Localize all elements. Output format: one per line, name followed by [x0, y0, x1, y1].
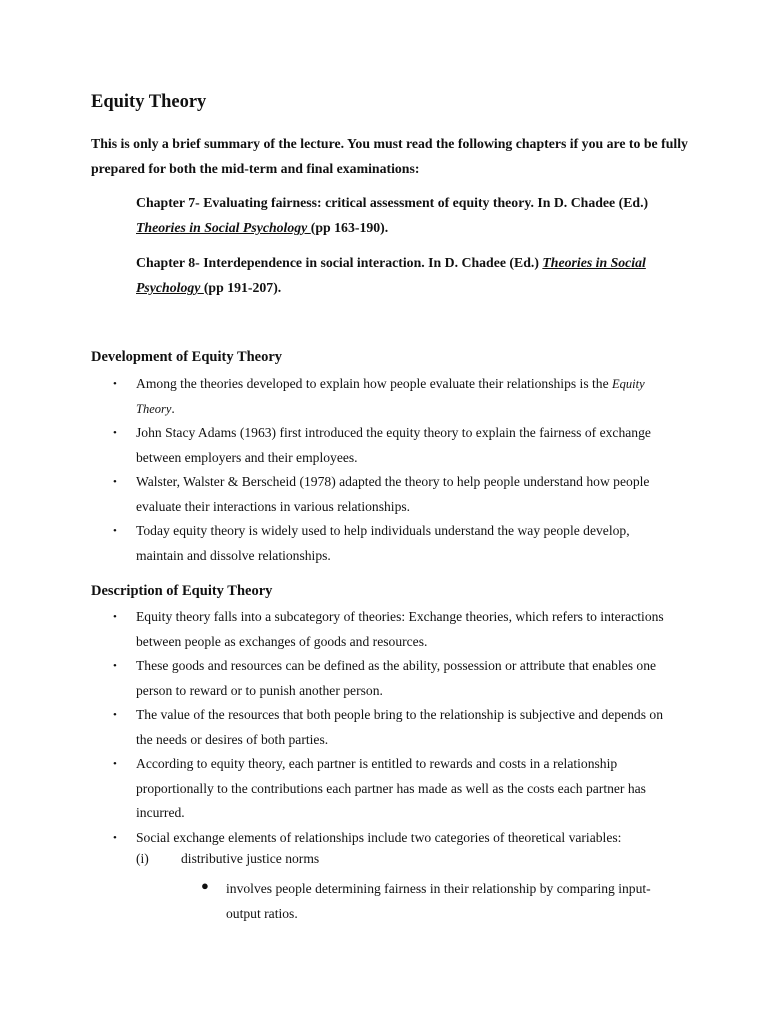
list-item	[0, 372, 666, 421]
development-list	[0, 372, 768, 568]
list-item	[0, 752, 666, 826]
bullet-icon: •	[113, 611, 117, 623]
bullet-icon: •	[113, 758, 117, 770]
list-item	[0, 519, 666, 568]
reference-chapter-7	[136, 190, 696, 240]
list-item-emphasis: Equity Theory	[136, 377, 645, 416]
bullet-icon: •	[113, 476, 117, 488]
description-list	[0, 605, 768, 850]
reference-pages: (pp 191-207).	[203, 280, 282, 295]
list-item-text: Social exchange elements of relationships include two categories of theoretical variables:	[136, 829, 622, 845]
reference-text: Chapter 8- Interdependence in social interaction. In D. Chadee (Ed.)	[136, 255, 543, 270]
sublist-label: distributive justice norms	[181, 851, 320, 866]
sublist-item-text: involves people determining fairness in their relationship by comparing input-output ratios.	[226, 881, 651, 921]
list-item-text: Walster, Walster & Berscheid (1978) adapted the theory to help people understand how people evaluate their interactions in various relationships.	[136, 474, 650, 514]
section-heading-description: Description of Equity Theory	[91, 583, 273, 599]
intro-paragraph: This is only a brief summary of the lecture. You must read the following chapters if you are to be fully prepared for both the mid-term and final examinations:	[91, 136, 688, 176]
list-item-tail: .	[171, 400, 175, 416]
section-heading-development: Development of Equity Theory	[91, 349, 283, 365]
list-item-text: These goods and resources can be defined as the ability, possession or attribute that enables one person to reward or to punish another person.	[136, 658, 657, 698]
sublist-marker: (i)	[136, 851, 149, 866]
list-item	[0, 421, 666, 470]
list-item-text: Equity theory falls into a subcategory of theories: Exchange theories, which refers to interactions between people as exchanges of goods and resources.	[136, 609, 664, 649]
filled-bullet-icon: ●	[201, 878, 209, 893]
bullet-icon: •	[113, 427, 117, 439]
bullet-icon: •	[113, 831, 117, 844]
list-item-text: The value of the resources that both people bring to the relationship is subjective and depends on the needs or desires of both parties.	[136, 707, 663, 747]
list-item-text: Among the theories developed to explain how people evaluate their relationships is the	[136, 376, 613, 391]
bullet-icon: •	[113, 709, 117, 721]
document-title: Equity Theory	[91, 92, 207, 112]
list-item	[0, 654, 666, 703]
reference-book-title: Theories in Social Psychology	[136, 255, 646, 295]
list-item	[0, 826, 666, 851]
reference-chapter-8	[136, 250, 696, 300]
bullet-icon: •	[113, 525, 117, 537]
reference-book-title: Theories in Social Psychology	[136, 220, 311, 235]
reference-text: Chapter 7- Evaluating fairness: critical assessment of equity theory. In D. Chadee (Ed.)	[136, 195, 649, 210]
list-item-text: John Stacy Adams (1963) first introduced the equity theory to explain the fairness of exchange between employers and their employees.	[136, 425, 651, 465]
list-item	[0, 703, 666, 752]
list-item-text: Today equity theory is widely used to help individuals understand the way people develop, maintain and dissolve relationships.	[136, 523, 630, 563]
reference-pages: (pp 163-190).	[310, 220, 389, 235]
list-item	[0, 470, 666, 519]
bullet-icon: •	[113, 378, 117, 390]
list-item	[0, 605, 666, 654]
list-item-text: According to equity theory, each partner is entitled to rewards and costs in a relationship proportionally to the contributions each partner has made as well as the costs each partner has incurred.	[136, 756, 646, 820]
bullet-icon: •	[113, 660, 117, 672]
